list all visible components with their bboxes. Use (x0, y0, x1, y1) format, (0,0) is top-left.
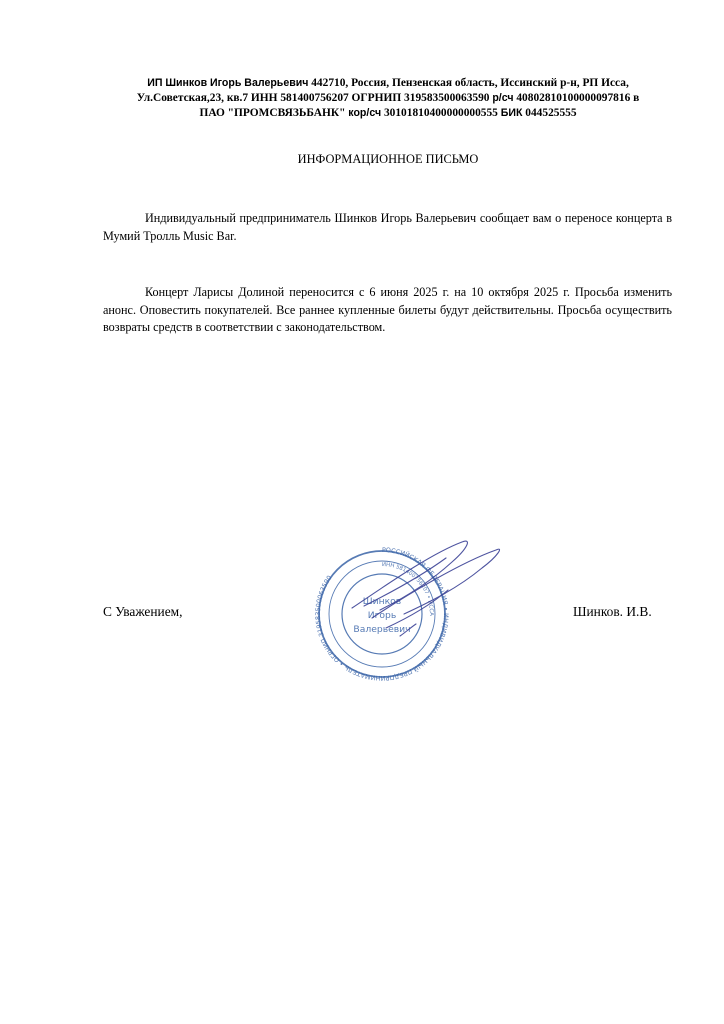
letterhead-bik-label: БИК (500, 107, 523, 119)
letterhead-name: ИП Шинков Игорь Валерьевич (147, 77, 309, 89)
letterhead-address: 442710, Россия, Пензенская область, Иссинский р-н, РП Исса, (308, 77, 629, 89)
paragraph-details-text: Концерт Ларисы Долиной переносится с 6 июня 2025 г. на 10 октября 2025 г. Просьба изменить анонс. Оповестить покупателей. Все раннее купленные билеты будут действительны. Просьба осуществить возвраты средств в соответствии с законодательством. (103, 285, 672, 334)
letterhead-bank: ПАО "ПРОМСВЯЗЬБАНК" (199, 107, 349, 119)
closing-salutation: С Уважением, (103, 604, 183, 619)
letterhead-account: 40802810100000097816 в (513, 92, 640, 104)
stamp-inner-ring-text: ИНН 581400756207 • ИССА (381, 561, 434, 616)
paragraph-announcement-text: Индивидуальный предприниматель Шинков Игорь Валерьевич сообщает вам о переносе концерта в Мумий Тролль Music Bar. (103, 211, 672, 243)
letterhead-line-2 (100, 91, 676, 106)
stamp-outer-ring-text: РОССИЙСКАЯ ФЕДЕРАЦИЯ • ИНДИВИДУАЛЬНЫЙ ПРЕДПРИНИМАТЕЛЬ • ОГРНИП 319583500063590 (313, 545, 450, 683)
letterhead-ks-label: кор/сч (348, 107, 382, 119)
stamp-patronymic: Валерьевич (353, 624, 411, 635)
letterhead-ks-number: 30101810400000000555 (381, 107, 501, 119)
seal-stamp-image (312, 536, 508, 686)
stamp-name: Шинков (362, 596, 402, 607)
letterhead-rs-label: р/сч (492, 92, 514, 104)
letterhead-bik-number: 044525555 (522, 107, 577, 119)
letterhead-ids: Ул.Советская,23, кв.7 ИНН 581400756207 ОГРНИП 319583500063590 (136, 92, 493, 104)
document-title: ИНФОРМАЦИОННОЕ ПИСЬМО (297, 152, 479, 166)
paragraph-announcement (103, 210, 672, 245)
letterhead-line-1 (100, 76, 676, 91)
letterhead-line-3 (100, 106, 676, 121)
letterhead (100, 76, 676, 121)
signer-name: Шинков. И.В. (573, 604, 652, 619)
stamp-first-name: Игорь (367, 610, 397, 621)
paragraph-details (103, 284, 672, 337)
